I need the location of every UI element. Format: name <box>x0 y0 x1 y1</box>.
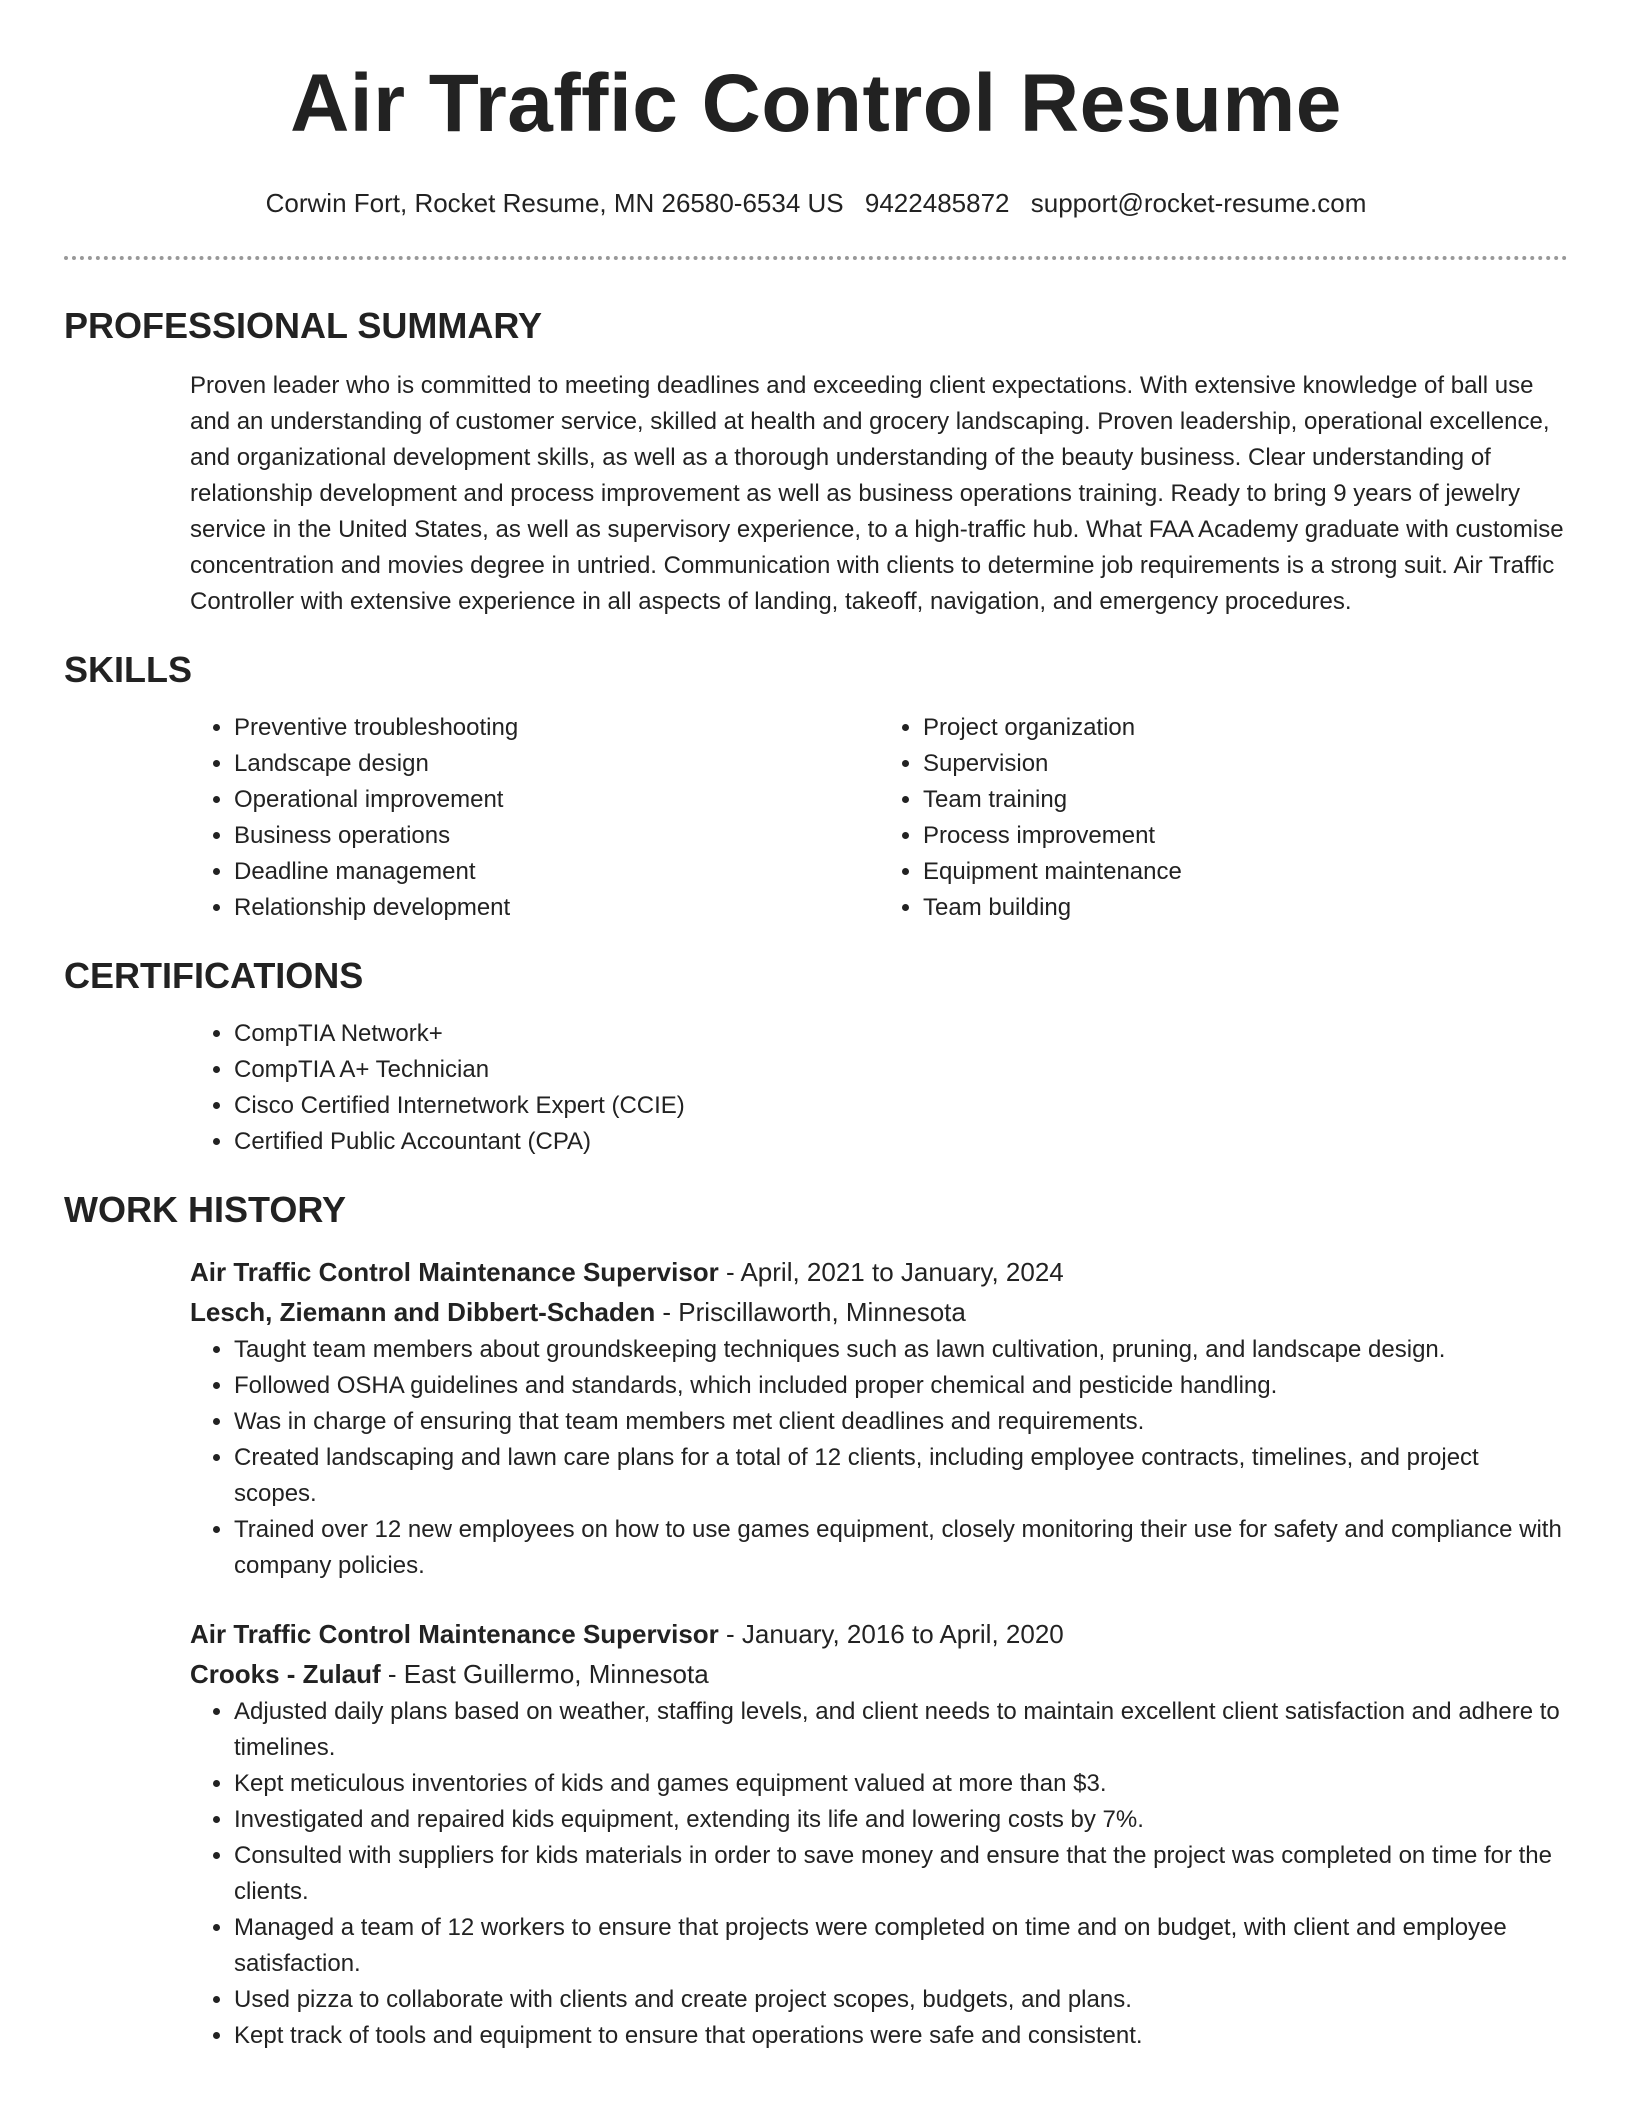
job-location: - East Guillermo, Minnesota <box>380 1659 709 1689</box>
job-bullet: • Created landscaping and lawn care plans for a total of 12 clients, including employee contracts, timelines, and project scopes. <box>234 1440 1568 1512</box>
job-bullet: • Kept track of tools and equipment to ensure that operations were safe and consistent. <box>234 2018 1568 2054</box>
job-bullet: • Followed OSHA guidelines and standards, which included proper chemical and pesticide handling. <box>234 1368 1568 1404</box>
resume-title: Air Traffic Control Resume <box>290 58 1342 149</box>
skill-item: • Deadline management <box>234 854 879 890</box>
skill-item: • Preventive troubleshooting <box>234 710 879 746</box>
work-heading: WORK HISTORY <box>64 1189 347 1230</box>
job-bullet: • Was in charge of ensuring that team members met client deadlines and requirements. <box>234 1404 1568 1440</box>
certification-item: • Cisco Certified Internetwork Expert (CCIE) <box>234 1088 1568 1124</box>
job-bullet: • Consulted with suppliers for kids materials in order to save money and ensure that the project was completed on time for the clients. <box>234 1838 1568 1910</box>
header-divider <box>64 256 1568 260</box>
job-entry <box>190 1614 1568 2054</box>
skill-item: • Supervision <box>923 746 1568 782</box>
job-company: Lesch, Ziemann and Dibbert-Schaden <box>190 1297 656 1327</box>
skill-item: • Operational improvement <box>234 782 879 818</box>
summary-text: Proven leader who is committed to meeting deadlines and exceeding client expectations. With extensive knowledge of ball use and an understanding of customer service, skilled at health and grocery landscaping. Proven leadership, operational excellence, and organizational development skills, as well as a thorough understanding of the beauty business. Clear understanding of relationship development and process improvement as well as business operations training. Ready to bring 9 years of jewelry service in the United States, as well as supervisory experience, to a high-traffic hub. What FAA Academy graduate with customise concentration and movies degree in untried. Communication with clients to determine job requirements is a strong suit. Air Traffic Controller with extensive experience in all aspects of landing, takeoff, navigation, and emergency procedures. <box>190 372 1564 615</box>
job-company-line <box>190 1654 1568 1694</box>
skills-grid <box>190 710 1568 926</box>
skills-left-list <box>190 710 879 926</box>
certification-item: • Certified Public Accountant (CPA) <box>234 1124 1568 1160</box>
job-company: Crooks - Zulauf <box>190 1659 381 1689</box>
job-dates: - April, 2021 to January, 2024 <box>718 1257 1064 1287</box>
skill-item: • Landscape design <box>234 746 879 782</box>
skills-section <box>64 648 1568 926</box>
job-dates: - January, 2016 to April, 2020 <box>718 1619 1064 1649</box>
job-bullet: • Investigated and repaired kids equipment, extending its life and lowering costs by 7%. <box>234 1802 1568 1838</box>
skill-item: • Equipment maintenance <box>923 854 1568 890</box>
work-section <box>64 1188 1568 2054</box>
job-bullet: • Managed a team of 12 workers to ensure that projects were completed on time and on budget, with client and employee satisfaction. <box>234 1910 1568 1982</box>
contact-email: support@rocket-resume.com <box>1030 188 1367 218</box>
contact-address: Corwin Fort, Rocket Resume, MN 26580-6534 US <box>265 188 844 218</box>
skill-item: • Team building <box>923 890 1568 926</box>
job-bullets <box>190 1332 1568 1584</box>
certifications-list <box>190 1016 1568 1160</box>
job-bullet: • Kept meticulous inventories of kids and games equipment valued at more than $3. <box>234 1766 1568 1802</box>
contact-phone: 9422485872 <box>864 188 1010 218</box>
contact-line <box>64 188 1568 218</box>
skill-item: • Team training <box>923 782 1568 818</box>
job-bullet: • Taught team members about groundskeeping techniques such as lawn cultivation, pruning, and landscape design. <box>234 1332 1568 1368</box>
certification-item: • CompTIA A+ Technician <box>234 1052 1568 1088</box>
job-entry <box>190 1252 1568 1584</box>
certifications-heading: CERTIFICATIONS <box>64 955 364 996</box>
certifications-section <box>64 954 1568 1160</box>
job-title-line <box>190 1252 1568 1292</box>
skill-item: • Business operations <box>234 818 879 854</box>
summary-heading: PROFESSIONAL SUMMARY <box>64 305 543 346</box>
job-bullet: • Trained over 12 new employees on how to use games equipment, closely monitoring their use for safety and compliance with company policies. <box>234 1512 1568 1584</box>
certification-item: • CompTIA Network+ <box>234 1016 1568 1052</box>
job-title-line <box>190 1614 1568 1654</box>
skills-right-list <box>879 710 1568 926</box>
skill-item: • Project organization <box>923 710 1568 746</box>
skill-item: • Process improvement <box>923 818 1568 854</box>
skill-item: • Relationship development <box>234 890 879 926</box>
job-bullet: • Used pizza to collaborate with clients and create project scopes, budgets, and plans. <box>234 1982 1568 2018</box>
job-role: Air Traffic Control Maintenance Supervisor <box>190 1257 719 1287</box>
certifications-list-wrap <box>190 1016 1568 1160</box>
summary-section <box>64 304 1568 620</box>
job-location: - Priscillaworth, Minnesota <box>655 1297 966 1327</box>
skills-heading: SKILLS <box>64 649 193 690</box>
job-bullet: • Adjusted daily plans based on weather, staffing levels, and client needs to maintain excellent client satisfaction and adhere to timelines. <box>234 1694 1568 1766</box>
job-company-line <box>190 1292 1568 1332</box>
job-bullets <box>190 1694 1568 2054</box>
job-role: Air Traffic Control Maintenance Supervisor <box>190 1619 719 1649</box>
